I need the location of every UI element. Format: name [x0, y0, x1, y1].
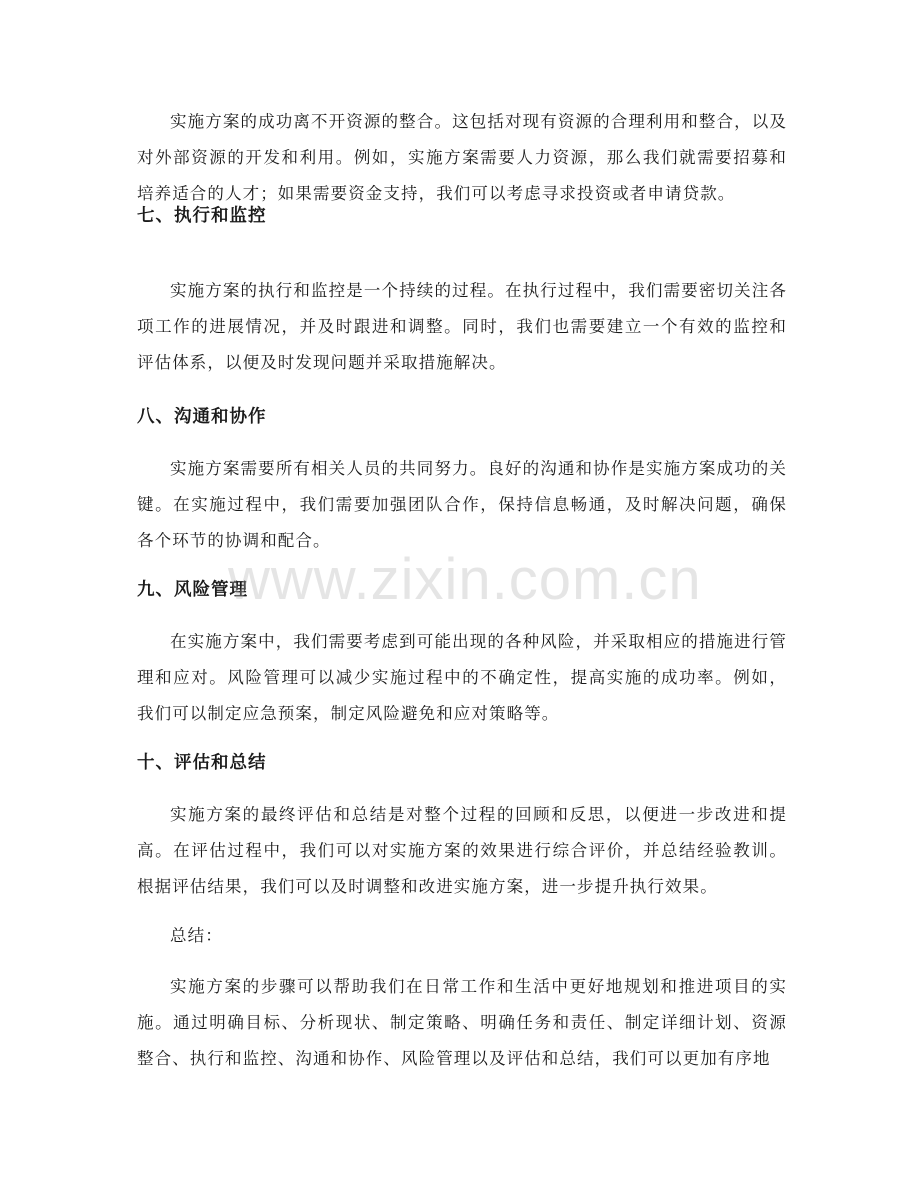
heading-section-9: 九、风险管理	[137, 580, 248, 600]
heading-section-7: 七、执行和监控	[137, 206, 267, 226]
heading-section-8: 八、沟通和协作	[137, 407, 267, 427]
summary-label: 总结：	[170, 926, 223, 945]
paragraph-summary: 实施方案的步骤可以帮助我们在日常工作和生活中更好地规划和推进项目的实施。通过明确目标、分析现状、制定策略、明确任务和责任、制定详细计划、资源整合、执行和监控、沟通和协作、风险管理以及评估和总结，我们可以更加有序地	[137, 977, 787, 1068]
paragraph-section-7: 实施方案的执行和监控是一个持续的过程。在执行过程中，我们需要密切关注各项工作的进展情况，并及时跟进和调整。同时，我们也需要建立一个有效的监控和评估体系，以便及时发现问题并采取措施解决。	[137, 281, 787, 372]
paragraph-resources: 实施方案的成功离不开资源的整合。这包括对现有资源的合理利用和整合，以及对外部资源的开发和利用。例如，实施方案需要人力资源，那么我们就需要招募和培养适合的人才；如果需要资金支持，我们可以考虑寻求投资或者申请贷款。	[137, 112, 787, 203]
heading-section-10: 十、评估和总结	[137, 753, 267, 773]
paragraph-section-10: 实施方案的最终评估和总结是对整个过程的回顾和反思，以便进一步改进和提高。在评估过程中，我们可以对实施方案的效果进行综合评价，并总结经验教训。根据评估结果，我们可以及时调整和改进实施方案，进一步提升执行效果。	[137, 805, 787, 896]
watermark-text: www.zixin.com.cn	[228, 547, 702, 612]
paragraph-section-9: 在实施方案中，我们需要考虑到可能出现的各种风险，并采取相应的措施进行管理和应对。风险管理可以减少实施过程中的不确定性，提高实施的成功率。例如，我们可以制定应急预案，制定风险避免和应对策略等。	[137, 632, 787, 723]
paragraph-section-8: 实施方案需要所有相关人员的共同努力。良好的沟通和协作是实施方案成功的关键。在实施过程中，我们需要加强团队合作，保持信息畅通，及时解决问题，确保各个环节的协调和配合。	[137, 459, 787, 550]
